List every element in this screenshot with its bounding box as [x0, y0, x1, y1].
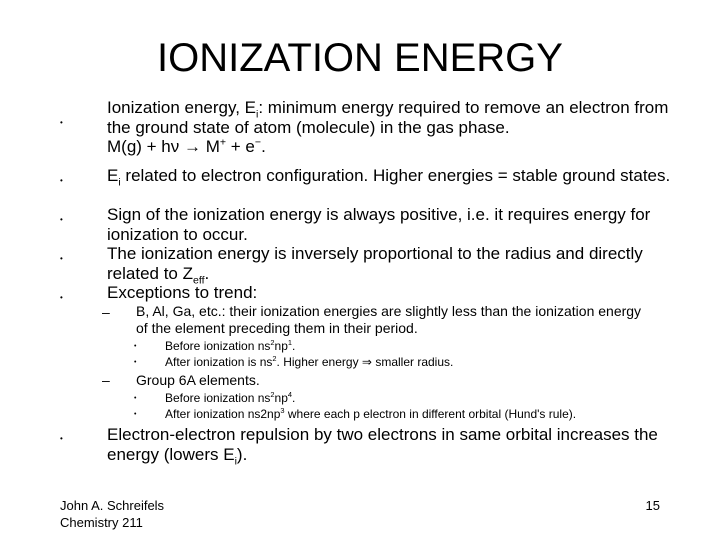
page-number: 15: [645, 498, 660, 513]
bullet-marker: •: [134, 359, 137, 366]
bullet-electron-configuration: $E_i$ related to electron configuration. Higher energies = stable ground states.: [107, 166, 671, 189]
bullet-marker: •: [134, 343, 137, 350]
implies-arrow-icon: ⇒: [361, 355, 372, 369]
bullet-marker: •: [134, 395, 137, 402]
bullet-marker: •: [60, 176, 63, 185]
bullet-marker: •: [60, 254, 63, 263]
bullet-marker: •: [60, 215, 63, 224]
bullet-marker: •: [60, 434, 63, 443]
sub-bullet-group-6a: Group 6A elements.: [136, 372, 260, 388]
sub-item-after-ionization: After ionization is $ns^2$. Higher energy ⇒ smaller radius.: [165, 354, 454, 369]
sub-item-before-ionization: Before ionization $ns^2np^4$.: [165, 390, 296, 405]
bullet-ionization-energy-definition: Ionization energy, $E_i$: minimum energy required to remove an electron from the ground state of atom (molecule) in the gas phase. M(g) + hν → M+ + e−.: [107, 98, 669, 156]
footer-author: John A. Schreifels Chemistry 211: [60, 498, 165, 530]
bullet-radius-relation: The ionization energy is inversely proportional to the radius and directly related to $Z_{eff}$.: [107, 244, 643, 286]
bullet-marker: •: [60, 118, 63, 127]
bullet-marker: •: [134, 411, 137, 418]
dash-marker: –: [102, 372, 110, 388]
bullet-exceptions: Exceptions to trend:: [107, 283, 258, 302]
bullet-marker: •: [60, 293, 63, 302]
dash-marker: –: [102, 304, 110, 320]
sub-item-before-ionization: Before ionization $ns^2np^1$.: [165, 338, 296, 353]
slide-title: IONIZATION ENERGY: [157, 36, 563, 80]
sub-bullet-group-3a: B, Al, Ga, etc.: their ionization energies are slightly less than the ionization energy of the element preceding them in their period.: [136, 303, 642, 336]
bullet-sign-of-energy: Sign of the ionization energy is always positive, i.e. it requires energy for ionization to occur.: [107, 205, 651, 244]
sub-item-after-ionization: After ionization $ns2np^3$ where each p electron in different orbital (Hund's rule).: [165, 406, 577, 421]
bullet-electron-repulsion: Electron-electron repulsion by two electrons in same orbital increases the energy (lowers $E_i$).: [107, 425, 658, 467]
bullet-lead: Ionization energy, E: [107, 98, 256, 117]
arrow-icon: →: [184, 137, 202, 156]
